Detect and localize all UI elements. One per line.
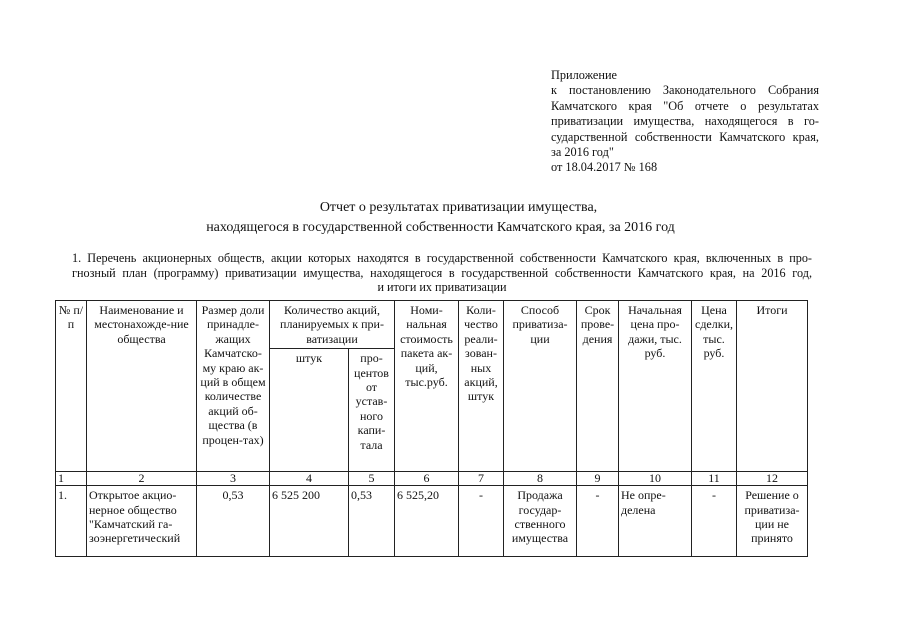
cell-qty: 6 525 200	[270, 486, 349, 557]
table-row	[56, 486, 808, 557]
column-number: 3	[197, 472, 270, 486]
header-deal-price: Цена сделки, тыс. руб.	[692, 301, 737, 472]
cell-start-price: Не опре-делена	[619, 486, 692, 557]
cell-sold: -	[459, 486, 504, 557]
column-number: 10	[619, 472, 692, 486]
section-heading	[72, 251, 812, 295]
cell-share: 0,53	[197, 486, 270, 557]
cell-number: 1.	[56, 486, 87, 557]
appendix-line: Камчатского края "Об отчете о результатах	[551, 98, 819, 113]
header-method: Способ приватиза-ции	[504, 301, 577, 472]
header-shares-planned: Количество акций, планируемых к при-ватизации	[270, 301, 395, 349]
appendix-line: к постановлению Законодательного Собрания	[551, 83, 819, 98]
column-number: 12	[737, 472, 808, 486]
header-row	[56, 301, 808, 349]
header-qty: штук	[270, 349, 349, 472]
report-title-line-2: находящегося в государственной собственности Камчатского края, за 2016 год	[206, 220, 675, 235]
section-heading-line: 1. Перечень акционерных обществ, акции которых находятся в государственной собственности Камчатского края, включенных в про-	[72, 251, 812, 265]
cell-nominal: 6 525,20	[395, 486, 459, 557]
header-sold: Коли-чество реали-зован-ных акций, штук	[459, 301, 504, 472]
appendix-block	[551, 68, 819, 176]
header-nominal: Номи-нальная стоимость пакета ак-ций, тыс.руб.	[395, 301, 459, 472]
column-number: 11	[692, 472, 737, 486]
section-heading-line: гнозный план (программу) приватизации имущества, находящегося в государственной собственности Камчатского края, на 2016 год,	[72, 265, 812, 280]
appendix-line: за 2016 год"	[551, 145, 614, 160]
column-number: 7	[459, 472, 504, 486]
header-share: Размер доли принадле-жащих Камчатско-му краю ак-ций в общем количестве акций об-щества (в процен-тах)	[197, 301, 270, 472]
header-name: Наименование и местонахожде-ние общества	[87, 301, 197, 472]
header-number: № п/п	[56, 301, 87, 472]
cell-pct: 0,53	[349, 486, 395, 557]
header-result: Итоги	[737, 301, 808, 472]
section-heading-line: и итоги их приватизации	[377, 280, 507, 295]
column-numbers-row	[56, 472, 808, 486]
cell-term: -	[577, 486, 619, 557]
appendix-line: Приложение	[551, 68, 617, 82]
report-title-line-1: Отчет о результатах приватизации имущества,	[319, 200, 598, 215]
column-number: 1	[56, 472, 87, 486]
header-term: Срок прове-дения	[577, 301, 619, 472]
column-number: 4	[270, 472, 349, 486]
header-start-price: Начальная цена про-дажи, тыс. руб.	[619, 301, 692, 472]
cell-method: Продажа государ-ственного имущества	[504, 486, 577, 557]
column-number: 6	[395, 472, 459, 486]
column-number: 2	[87, 472, 197, 486]
appendix-line: сударственной собственности Камчатского края,	[551, 129, 819, 144]
appendix-line: от 18.04.2017 № 168	[551, 160, 658, 175]
column-number: 9	[577, 472, 619, 486]
cell-result: Решение о приватиза-ции не принято	[737, 486, 808, 557]
column-number: 5	[349, 472, 395, 486]
column-number: 8	[504, 472, 577, 486]
cell-company-name: Открытое акцио-нерное общество "Камчатский га-зоэнергетический	[87, 486, 197, 557]
cell-deal-price: -	[692, 486, 737, 557]
privatization-table	[55, 300, 808, 557]
appendix-line: приватизации имущества, находящегося в го-	[551, 114, 819, 129]
header-pct: про-центов от устав-ного капи-тала	[349, 349, 395, 472]
